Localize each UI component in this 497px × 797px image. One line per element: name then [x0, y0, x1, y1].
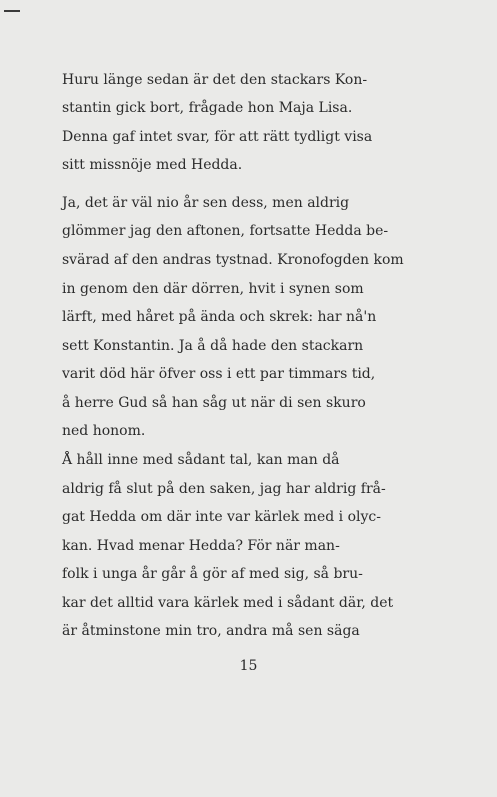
text-line: Å håll inne med sådant tal, kan man då: [62, 452, 340, 468]
text-line: folk i unga år går å gör af med sig, så bru-: [62, 566, 363, 582]
text-line: glömmer jag den aftonen, fortsatte Hedda be-: [62, 223, 389, 239]
text-line: aldrig få slut på den saken, jag har aldrig frå-: [62, 481, 386, 497]
text-line: är åtminstone min tro, andra må sen säga: [62, 623, 360, 639]
text-line: kan. Hvad menar Hedda? För när man-: [62, 538, 340, 554]
text-line: in genom den där dörren, hvit i synen som: [62, 281, 364, 297]
scan-corner-mark: [4, 10, 20, 12]
text-line: sett Konstantin. Ja å då hade den stackarn: [62, 338, 364, 354]
text-line: ned honom.: [62, 423, 146, 439]
text-line: å herre Gud så han såg ut när di sen skuro: [62, 395, 366, 411]
text-line: svärad af den andras tystnad. Kronofogden kom: [62, 252, 404, 268]
text-line: stantin gick bort, frågade hon Maja Lisa.: [62, 100, 353, 116]
text-line: Huru länge sedan är det den stackars Kon-: [62, 72, 368, 88]
page-number: 15: [239, 658, 258, 674]
text-line: Ja, det är väl nio år sen dess, men aldrig: [62, 195, 350, 211]
text-line: Denna gaf intet svar, för att rätt tydligt visa: [62, 129, 373, 145]
text-line: varit död här öfver oss i ett par timmars tid,: [62, 366, 376, 382]
text-line: sitt missnöje med Hedda.: [62, 157, 243, 173]
text-line: gat Hedda om där inte var kärlek med i olyc-: [62, 509, 381, 525]
text-line: kar det alltid vara kärlek med i sådant där, det: [62, 595, 394, 611]
text-line: lärft, med håret på ända och skrek: har nå'n: [62, 309, 377, 325]
